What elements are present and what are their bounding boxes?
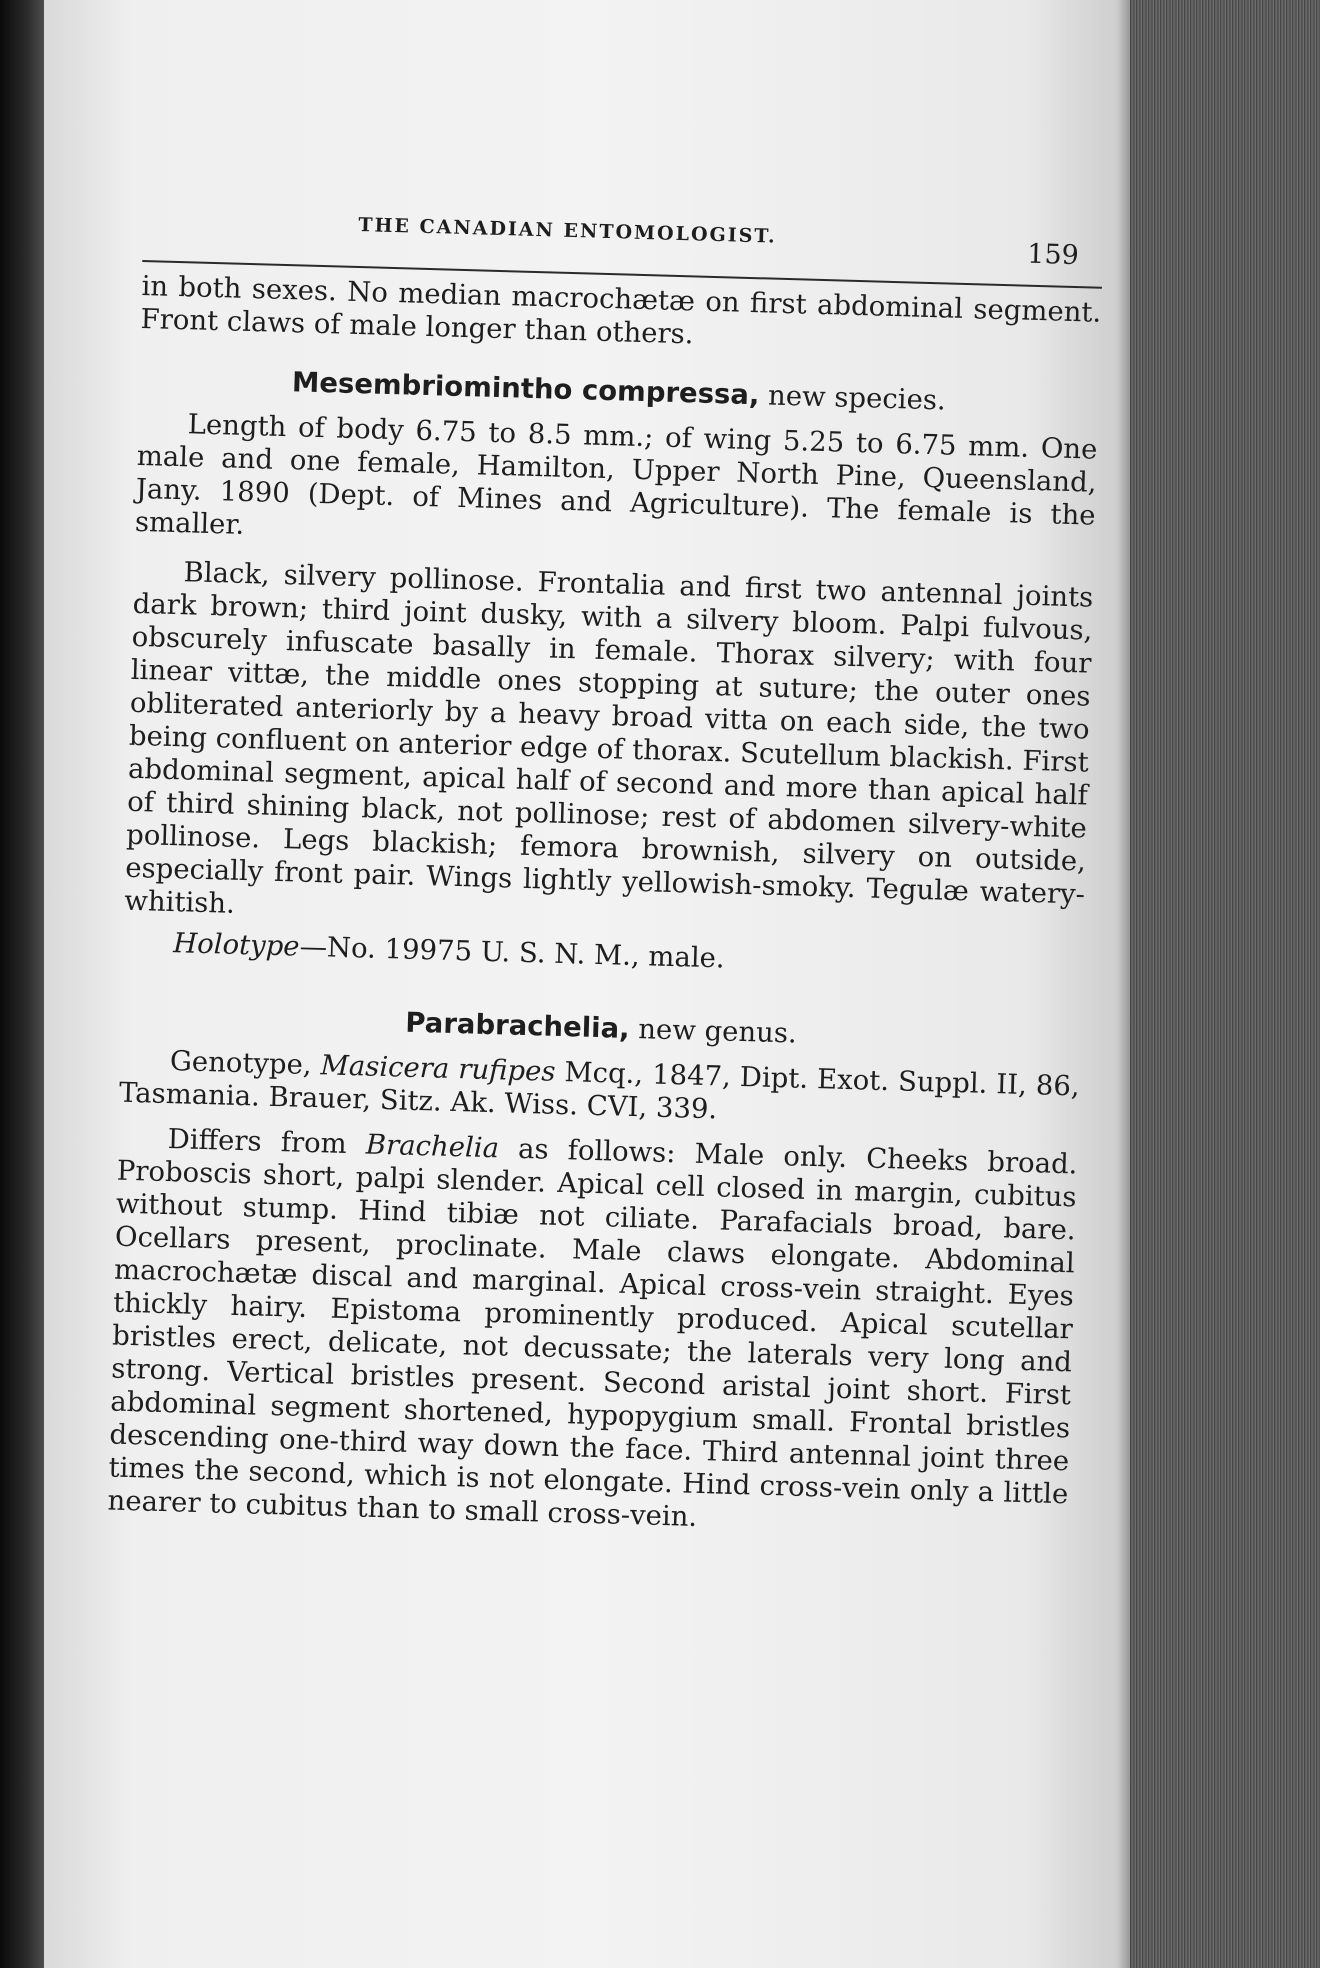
genotype-species: Masicera rufipes bbox=[320, 1049, 556, 1088]
film-left-edge bbox=[0, 0, 48, 1968]
genotype-rest: Mcq., 1847, Dipt. Exot. Suppl. II, 86, Tasmania. Brauer, Sitz. Ak. Wiss. CVI, 339. bbox=[118, 1055, 1081, 1126]
differs-paragraph bbox=[107, 1122, 1078, 1545]
species-suffix: new species. bbox=[758, 379, 947, 417]
genus-name: Parabrachelia, bbox=[404, 1006, 631, 1045]
book-page bbox=[44, 0, 1134, 1968]
differs-genus: Brachelia bbox=[365, 1128, 500, 1165]
species-measurements-paragraph: Length of body 6.75 to 8.5 mm.; of wing 5.25 to 6.75 mm. One male and one female, Hamilton, Upper North Pine, Queensland, Jany. 1890 (Dept. of Mines and Agriculture). The female is the smaller. bbox=[134, 408, 1098, 541]
differs-lead: Differs from bbox=[167, 1123, 367, 1161]
holotype-text: —No. 19975 U. S. N. M., male. bbox=[299, 930, 726, 975]
genotype-lead: Genotype, bbox=[169, 1045, 322, 1082]
page-number: 159 bbox=[1026, 238, 1080, 272]
species-name: Mesembriomintho compressa, bbox=[291, 366, 760, 412]
species-description-paragraph: Black, silvery pollinose. Frontalia and first two antennal joints dark brown; third joint dusky, with a silvery bloom. Palpi fulvous, obscurely infuscate basally in female. Thorax silvery; with four linear vittæ, the middle ones stopping at suture; the outer ones obliterated anteriorly by a heavy broad vitta on each side, the two being confluent on anterior edge of thorax. Scutellum blackish. First abdominal segment, apical half of second and more than apical half of third shining black, not pollinose; rest of abdomen silvery-white pollinose. Legs blackish; femora brownish, silvery on outside, especially front pair. Wings lightly yellowish-smoky. Tegulæ watery-whitish. bbox=[123, 556, 1094, 920]
intro-paragraph: in both sexes. No median macrochætæ on first abdominal segment. Front claws of male longer than others. bbox=[140, 269, 1102, 351]
page-content bbox=[107, 200, 1103, 1544]
journal-title: THE CANADIAN ENTOMOLOGIST. bbox=[358, 214, 777, 248]
book-page-stack bbox=[1130, 0, 1320, 1968]
holotype-label: Holotype bbox=[172, 927, 301, 963]
differs-rest: as follows: Male only. Cheeks broad. Proboscis short, palpi slender. Apical cell closed in margin, cubitus without stump. Hind tibiæ not ciliate. Parafacials broad, bare. Ocellars present, proclinate. Male claws elongate. Abdominal macrochætæ discal and marginal. Apical cross-vein straight. Eyes thickly hairy. Epistoma prominently produced. Apical scutellar bristles erect, delicate, not decussate; the laterals very long and strong. Vertical bristles present. Second aristal joint short. First abdominal segment shortened, hypopygium small. Frontal bristles descending one-third way down the face. Third antennal joint three times the second, which is not elongate. Hind cross-vein only a little nearer to cubitus than to small cross-vein. bbox=[107, 1132, 1078, 1533]
genus-suffix: new genus. bbox=[629, 1012, 798, 1050]
